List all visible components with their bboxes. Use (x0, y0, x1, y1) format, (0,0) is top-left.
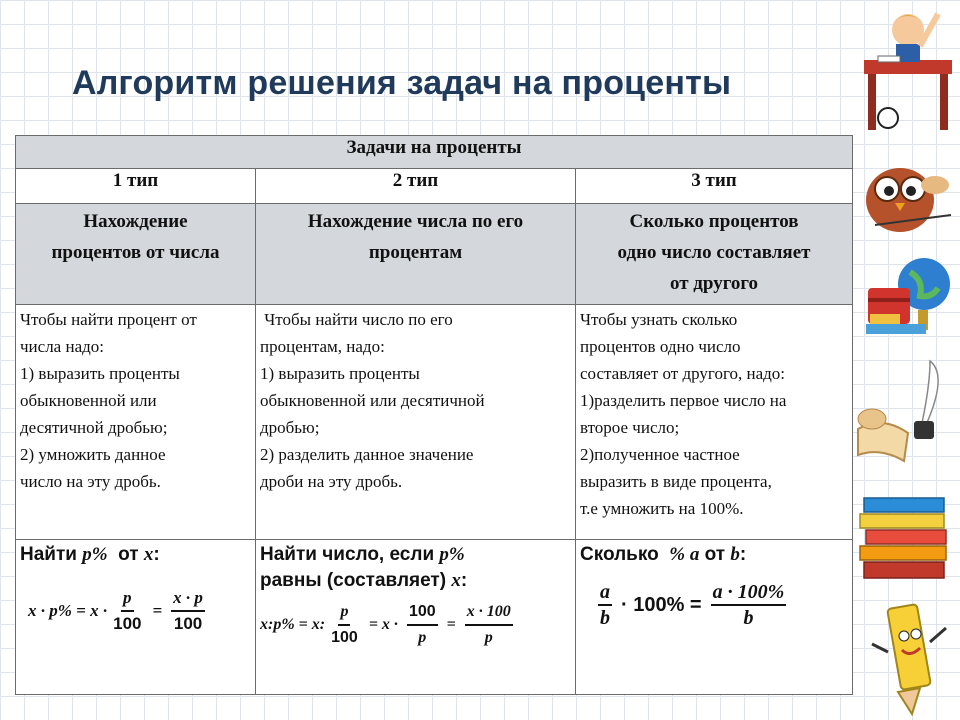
formula-cell-3 (576, 540, 853, 695)
rule-line: 1)разделить первое число на (580, 391, 787, 410)
rule-line: 2) умножить данное (20, 445, 166, 464)
question-var: х (451, 570, 461, 591)
formula-cell-2 (256, 540, 576, 695)
type-3-label: 3 тип (576, 169, 853, 204)
formula-cell-1 (16, 540, 256, 695)
rule-line: обыкновенной или (20, 391, 157, 410)
fraction (329, 600, 360, 650)
task-name-line: процентов от числа (51, 242, 220, 263)
question-var: р% (439, 544, 465, 565)
question-text: : (153, 544, 160, 565)
equals-sign: = (152, 601, 163, 620)
rule-line: 2)полученное частное (580, 445, 740, 464)
rule-line: процентов одно число (580, 337, 741, 356)
formula-op: · 100% = (621, 593, 702, 616)
fraction-denominator: 100 (173, 614, 203, 633)
stack-of-books-icon (858, 488, 953, 588)
question-1 (20, 542, 251, 568)
rule-line: т.е умножить на 100%. (580, 499, 744, 518)
question-text: равны (составляет) (260, 570, 452, 591)
fraction-numerator: p (121, 586, 134, 612)
fraction (111, 586, 143, 636)
question-text: Найти число, если (260, 544, 440, 565)
schoolboy-at-desk-icon (858, 0, 958, 140)
fraction (598, 580, 612, 630)
rule-line: обыкновенной или десятичной (260, 391, 485, 410)
task-name-line: Нахождение (83, 211, 188, 232)
rule-line: Чтобы узнать сколько (580, 310, 738, 329)
question-var: х (143, 544, 154, 565)
formula-op: = x · (368, 616, 398, 633)
rule-line: число на эту дробь. (20, 472, 161, 491)
fraction-denominator: 100 (331, 629, 358, 646)
owl-icon (855, 145, 960, 240)
equals-sign: = (446, 616, 456, 633)
rule-1 (16, 305, 256, 540)
task-name-row (16, 204, 853, 305)
fraction-denominator: b (743, 607, 754, 629)
fraction (171, 586, 205, 636)
fraction-numerator: a · 100% (711, 580, 787, 606)
task-name-line: процентам (368, 242, 463, 263)
formula-lhs: x:p% = x: (260, 616, 326, 633)
rule-line: 1) выразить проценты (260, 364, 420, 383)
fraction (711, 580, 787, 630)
rule-line: дробью; (260, 418, 320, 437)
table-header-row (16, 136, 853, 169)
fraction-numerator: x · p (171, 586, 205, 612)
question-text: : (739, 544, 747, 565)
rule-line: второе число; (580, 418, 680, 437)
question-text: Сколько (580, 544, 670, 565)
quill-and-scroll-icon (852, 355, 957, 470)
type-row (16, 169, 853, 204)
question-var: % a (669, 544, 700, 565)
formula-row (16, 540, 853, 695)
rule-line: дроби на эту дробь. (260, 472, 403, 491)
question-2 (260, 542, 571, 594)
globe-and-satchel-icon (862, 248, 957, 343)
question-text: от (699, 544, 731, 565)
task-name-line: от другого (669, 273, 759, 294)
formula-1 (28, 586, 251, 636)
question-var: b (730, 544, 740, 565)
task-name-3 (576, 204, 853, 305)
fraction-numerator: a (598, 580, 612, 606)
question-text: от (107, 544, 144, 565)
formula-3 (594, 580, 848, 630)
question-3 (580, 542, 848, 568)
task-name-line: Нахождение числа по его (307, 211, 524, 232)
rule-line: выразить в виде процента, (580, 472, 772, 491)
fraction (465, 600, 513, 650)
rule-line: составляет от другого, надо: (580, 364, 786, 383)
task-name-line: Сколько процентов (629, 211, 799, 232)
table-header: Задачи на проценты (16, 136, 853, 169)
rule-line: 1) выразить проценты (20, 364, 180, 383)
rule-3 (576, 305, 853, 540)
fraction-numerator: p (338, 600, 350, 626)
rule-line: десятичной дробью; (20, 418, 168, 437)
fraction-numerator: x · 100 (465, 600, 513, 626)
type-2-label: 2 тип (256, 169, 576, 204)
fraction-denominator: p (484, 629, 493, 646)
rule-line: 2) разделить данное значение (260, 445, 474, 464)
task-name-1 (16, 204, 256, 305)
page-title: Алгоритм решения задач на проценты (72, 64, 732, 102)
question-text: : (460, 570, 468, 591)
fraction-denominator: p (418, 629, 427, 646)
task-name-2 (256, 204, 576, 305)
fraction-denominator: 100 (113, 614, 142, 633)
rule-line: Чтобы найти процент от (20, 310, 197, 329)
rule-line: числа надо: (20, 337, 104, 356)
percent-tasks-table (15, 135, 853, 695)
rule-row (16, 305, 853, 540)
fraction (407, 600, 438, 650)
fraction-denominator: b (600, 607, 610, 629)
formula-2 (260, 600, 571, 650)
question-text: Найти (20, 544, 83, 565)
pencil-character-icon (868, 592, 953, 717)
formula-lhs: x · p% = x · (28, 601, 108, 620)
rule-line: Чтобы найти число по его (260, 310, 453, 329)
type-1-label: 1 тип (16, 169, 256, 204)
rule-line: процентам, надо: (260, 337, 385, 356)
task-name-line: одно число составляет (617, 242, 811, 263)
question-var: р% (82, 544, 108, 565)
fraction-numerator: 100 (407, 600, 438, 626)
rule-2 (256, 305, 576, 540)
